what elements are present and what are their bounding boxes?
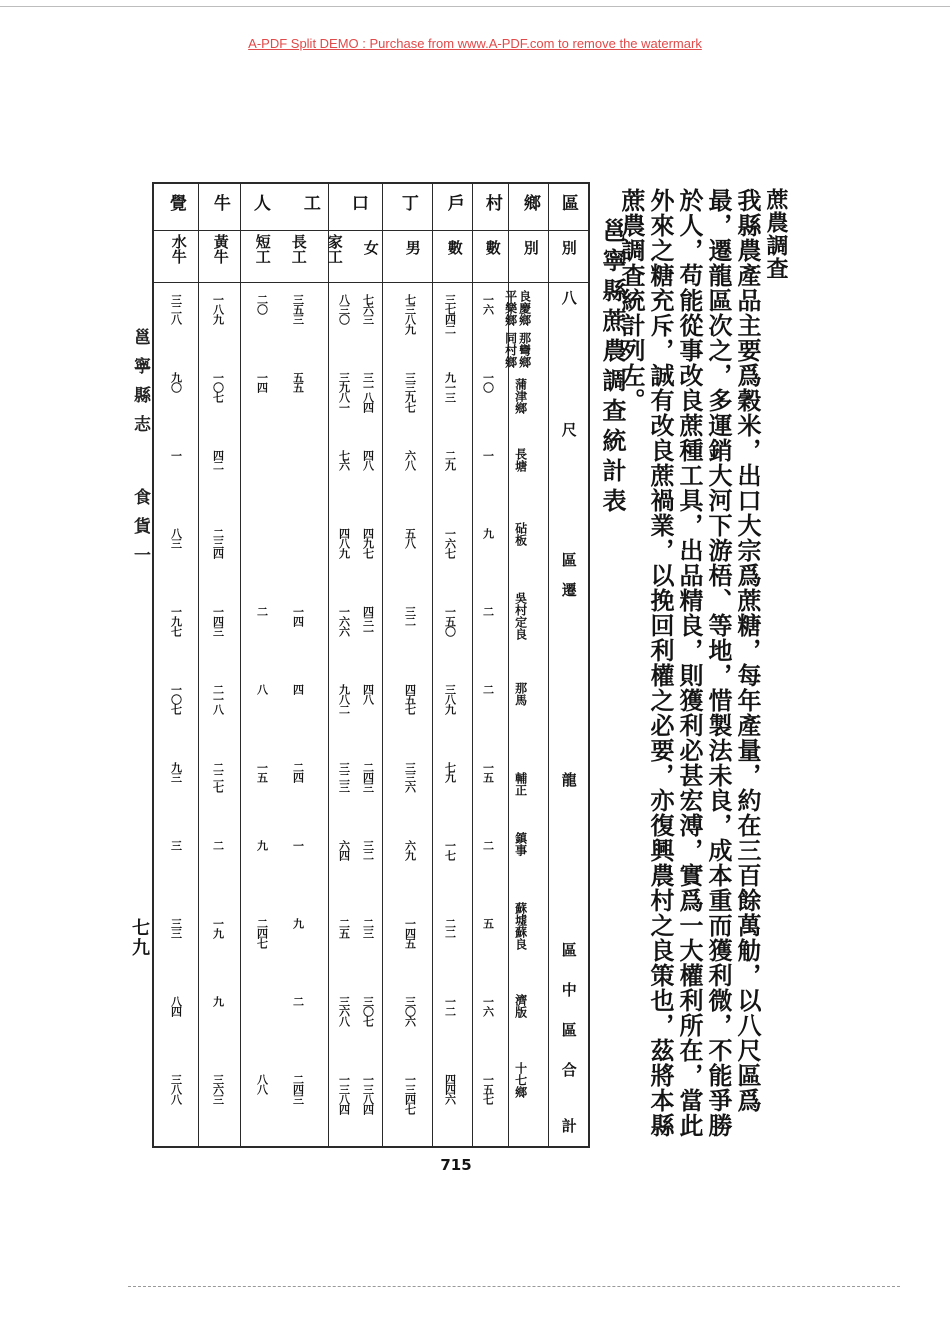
- table-cell: 九一三: [443, 372, 457, 402]
- township-name: 長塘: [513, 448, 528, 472]
- table-cell: 三九八一: [337, 372, 351, 412]
- table-cell: 四三一: [361, 606, 375, 636]
- table-cell: 三五三: [291, 294, 305, 324]
- table-cell: 一四五: [403, 918, 417, 948]
- township-name: 鎮事: [513, 832, 528, 856]
- header-household: 戶: [443, 194, 464, 211]
- region-name: 區: [559, 552, 578, 567]
- margin-volume: 食貨一: [130, 488, 150, 575]
- region-name: 計: [559, 1118, 578, 1133]
- table-cell: 三七四二: [443, 294, 457, 334]
- header-ren: 人: [249, 194, 270, 211]
- table-cell: 一: [291, 840, 305, 850]
- statistics-table: [152, 182, 590, 1148]
- table-cell: 二二七: [211, 762, 225, 792]
- table-cell: 二一八: [211, 684, 225, 714]
- township-name: 砧板: [513, 522, 528, 546]
- table-cell: 一〇七: [169, 684, 183, 714]
- table-cell: 二四七: [255, 918, 269, 948]
- bottom-rule: [128, 1286, 900, 1288]
- table-cell: 九: [211, 996, 225, 1006]
- subheader-water-buffalo: 水牛: [169, 234, 188, 264]
- subheader-long-labor: 長工: [289, 234, 308, 264]
- table-cell: 四: [291, 684, 305, 694]
- township-name: 十七鄉: [513, 1062, 528, 1098]
- table-cell: 五: [481, 918, 495, 928]
- table-cell: 四八: [361, 684, 375, 704]
- table-cell: 六八: [403, 450, 417, 470]
- table-cell: 一四: [291, 606, 305, 626]
- table-cell: 一三八四: [361, 1074, 375, 1114]
- table-cell: 二: [481, 684, 495, 694]
- table-cell: 八三〇: [337, 294, 351, 324]
- table-cell: 一六七: [443, 528, 457, 558]
- table-cell: 四九七: [361, 528, 375, 558]
- subheader-male: 男: [403, 240, 422, 255]
- table-cell: 一九七: [169, 606, 183, 636]
- table-cell: 二: [291, 996, 305, 1006]
- subheader-short-labor: 短工: [253, 234, 272, 264]
- table-cell: 八四: [169, 996, 183, 1016]
- table-cell: 一〇七: [211, 372, 225, 402]
- township-name: 那馬: [513, 682, 528, 706]
- township-name: 吳村定良: [513, 592, 528, 640]
- table-cell: 九三: [169, 762, 183, 782]
- region-name: 區: [559, 942, 578, 957]
- table-title: 邕寧縣蔗農調查統計表: [598, 218, 627, 518]
- table-cell: 一六: [481, 996, 495, 1016]
- table-cell: 一五〇: [443, 606, 457, 636]
- margin-book-title: 邕寧縣志: [130, 328, 150, 444]
- table-cell: 八: [255, 684, 269, 694]
- table-cell: 二四三: [361, 762, 375, 792]
- table-cell: 一五: [255, 762, 269, 782]
- township-name: 輔正: [513, 772, 528, 796]
- table-cell: 三三六: [403, 762, 417, 792]
- table-cell: 四二: [211, 450, 225, 470]
- margin-page-number: 七九: [129, 918, 150, 958]
- table-cell: 七九: [443, 762, 457, 782]
- township-name: 濟版: [513, 994, 528, 1018]
- table-cell: 二〇: [255, 294, 269, 314]
- region-name: 區: [559, 1022, 578, 1037]
- table-cell: 二: [255, 606, 269, 616]
- top-rule: [0, 6, 950, 7]
- subheader-township: 別: [521, 240, 540, 255]
- table-cell: 一八九: [211, 294, 225, 324]
- table-cell: 三二: [361, 840, 375, 860]
- subheader-female: 女: [361, 240, 380, 255]
- table-cell: 三一八四: [361, 372, 375, 412]
- table-cell: 四八: [361, 450, 375, 470]
- township-name: 同村鄉: [503, 332, 518, 368]
- table-cell: 一四三: [211, 606, 225, 636]
- table-cell: 九: [481, 528, 495, 538]
- table-cell: 三二: [403, 606, 417, 626]
- table-cell: 二三四: [211, 528, 225, 558]
- header-village: 村: [481, 194, 502, 211]
- table-cell: 五五: [291, 372, 305, 392]
- table-cell: 七六三: [361, 294, 375, 324]
- table-cell: 三〇六: [403, 996, 417, 1026]
- table-cell: 三八九: [443, 684, 457, 714]
- region-name: 八: [559, 290, 578, 305]
- subheader-family-labor: 家工: [325, 234, 344, 264]
- table-cell: 九〇: [169, 372, 183, 392]
- table-cell: 五八: [403, 528, 417, 548]
- region-name: 龍: [559, 772, 578, 787]
- table-cell: 三〇七: [361, 996, 375, 1026]
- table-cell: 六四: [337, 840, 351, 860]
- table-cell: 三八八: [169, 1074, 183, 1104]
- header-kou: 口: [347, 194, 368, 211]
- table-cell: 一三八四: [337, 1074, 351, 1114]
- table-cell: 一五: [481, 762, 495, 782]
- table-cell: 九八二: [337, 684, 351, 714]
- table-cell: 八三: [169, 528, 183, 548]
- table-cell: 一九: [211, 918, 225, 938]
- table-cell: 四四六: [443, 1074, 457, 1104]
- township-name: 蒲津鄉: [513, 378, 528, 414]
- township-name: 那彎鄉: [517, 332, 532, 368]
- table-cell: 三六八: [337, 996, 351, 1026]
- subheader-household: 數: [445, 240, 464, 255]
- table-cell: 三: [169, 840, 183, 850]
- table-cell: 一〇: [481, 372, 495, 392]
- table-cell: 一七: [443, 840, 457, 860]
- table-cell: 八八: [255, 1074, 269, 1094]
- table-cell: 四五七: [403, 684, 417, 714]
- watermark-link[interactable]: A-PDF Split DEMO : Purchase from www.A-PDF.com to remove the watermark: [248, 36, 702, 51]
- table-cell: 一: [169, 450, 183, 460]
- header-township: 鄉: [519, 194, 540, 211]
- table-cell: 四八九: [337, 528, 351, 558]
- table-cell: 二二: [443, 918, 457, 938]
- essay-body: 我縣農產品主要爲穀米，出口大宗爲蔗糖，每年產量，約在三百餘萬觔，以八尺區爲最，遷龍區次之，多運銷大河下游梧、等地，惜製法未良，成本重而獲利微，不能爭勝於人，苟能從事改良蔗種工具，出品精良，則獲利必甚宏溥，實爲一大權利所在，當此外來之糖充斥，誠有改良蔗禍業，以挽回利權之必要，亦復興農村之良策也，茲將本縣蔗農調査統計列左。: [617, 188, 762, 1138]
- region-name: 遷: [559, 582, 578, 597]
- table-cell: 三六三: [211, 1074, 225, 1104]
- region-name: 中: [559, 982, 578, 997]
- table-cell: 七六: [337, 450, 351, 470]
- table-cell: 一二: [443, 996, 457, 1016]
- table-cell: 七三八九: [403, 294, 417, 334]
- essay-title: 蔗農調査: [763, 188, 789, 280]
- header-region: 區: [557, 194, 578, 211]
- table-cell: 二: [481, 606, 495, 616]
- subheader-region: 別: [559, 240, 578, 255]
- table-cell: 九: [291, 918, 305, 928]
- table-cell: 二五: [337, 918, 351, 938]
- table-cell: 三三九七: [403, 372, 417, 412]
- region-name: 合: [559, 1062, 578, 1077]
- table-cell: 一五七: [481, 1074, 495, 1104]
- table-cell: 二四: [291, 762, 305, 782]
- page-number: 715: [440, 1156, 472, 1174]
- township-name: 良慶鄉: [517, 290, 532, 326]
- table-cell: 二: [211, 840, 225, 850]
- township-name: 蘇墟蘇良: [513, 902, 528, 950]
- table-cell: 二九: [443, 450, 457, 470]
- header-niu: 牛: [209, 194, 230, 211]
- header-gong: 工: [299, 194, 320, 211]
- region-name: 尺: [559, 422, 578, 437]
- table-cell: 一: [481, 450, 495, 460]
- table-cell: 一四: [255, 372, 269, 392]
- table-cell: 一六: [481, 294, 495, 314]
- table-cell: 三二三: [337, 762, 351, 792]
- header-ding: 丁: [397, 194, 418, 211]
- township-name: 平樂鄉: [503, 290, 518, 326]
- table-cell: 一三四七: [403, 1074, 417, 1114]
- table-cell: 三三: [169, 918, 183, 938]
- table-cell: 三二八: [169, 294, 183, 324]
- table-cell: 二三: [361, 918, 375, 938]
- table-cell: 二: [481, 840, 495, 850]
- subheader-village: 數: [483, 240, 502, 255]
- subheader-yellow-cattle: 黃牛: [211, 234, 230, 264]
- table-cell: 二四三: [291, 1074, 305, 1104]
- table-cell: 六九: [403, 840, 417, 860]
- table-cell: 九: [255, 840, 269, 850]
- table-cell: 一六六: [337, 606, 351, 636]
- header-total: 覺: [165, 194, 186, 211]
